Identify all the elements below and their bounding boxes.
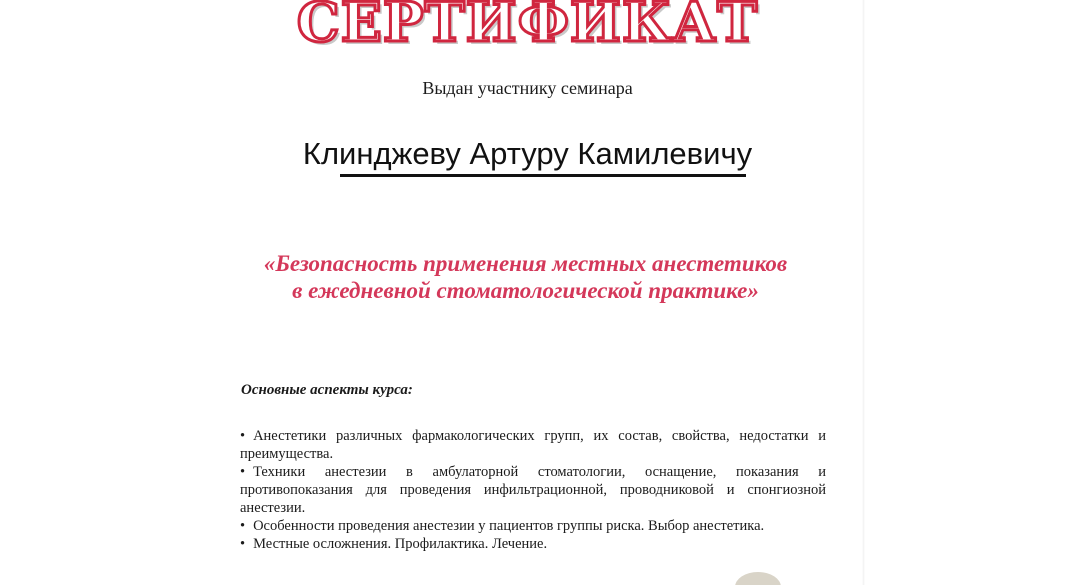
aspect-item bbox=[240, 427, 826, 463]
bullet-icon: • bbox=[240, 464, 246, 480]
bullet-icon: • bbox=[240, 518, 246, 534]
bullet-icon: • bbox=[240, 536, 246, 552]
bullet-icon: • bbox=[240, 428, 246, 444]
aspect-item bbox=[240, 517, 826, 535]
recipient-underline bbox=[340, 174, 746, 177]
recipient-name: Клинджеву Артуру Камилевичу bbox=[302, 136, 753, 171]
aspect-text: Анестетики различных фармакологических групп, их состав, свойства, недостатки и преимущества. bbox=[240, 428, 826, 462]
issued-to-label: Выдан участнику семинара bbox=[422, 78, 633, 98]
aspects-list bbox=[240, 427, 826, 553]
aspect-text: Местные осложнения. Профилактика. Лечение. bbox=[253, 536, 548, 552]
aspect-item bbox=[240, 463, 826, 517]
course-title-line-2: в ежедневной стоматологической практике» bbox=[292, 278, 759, 303]
course-title-line-1: «Безопасность применения местных анестетиков bbox=[263, 251, 788, 276]
aspect-text: Техники анестезии в амбулаторной стоматологии, оснащение, показания и противопоказания для проведения инфильтрационной, проводниковой и спонгиозной анестезии. bbox=[240, 464, 826, 516]
aspect-item bbox=[240, 535, 826, 553]
certificate-title: СЕРТИФИКАТ bbox=[296, 0, 759, 54]
course-title bbox=[0, 250, 1063, 304]
aspects-heading: Основные аспекты курса: bbox=[241, 382, 413, 398]
aspect-text: Особенности проведения анестезии у пациентов группы риска. Выбор анестетика. bbox=[253, 518, 765, 534]
seal-fragment bbox=[735, 572, 781, 585]
